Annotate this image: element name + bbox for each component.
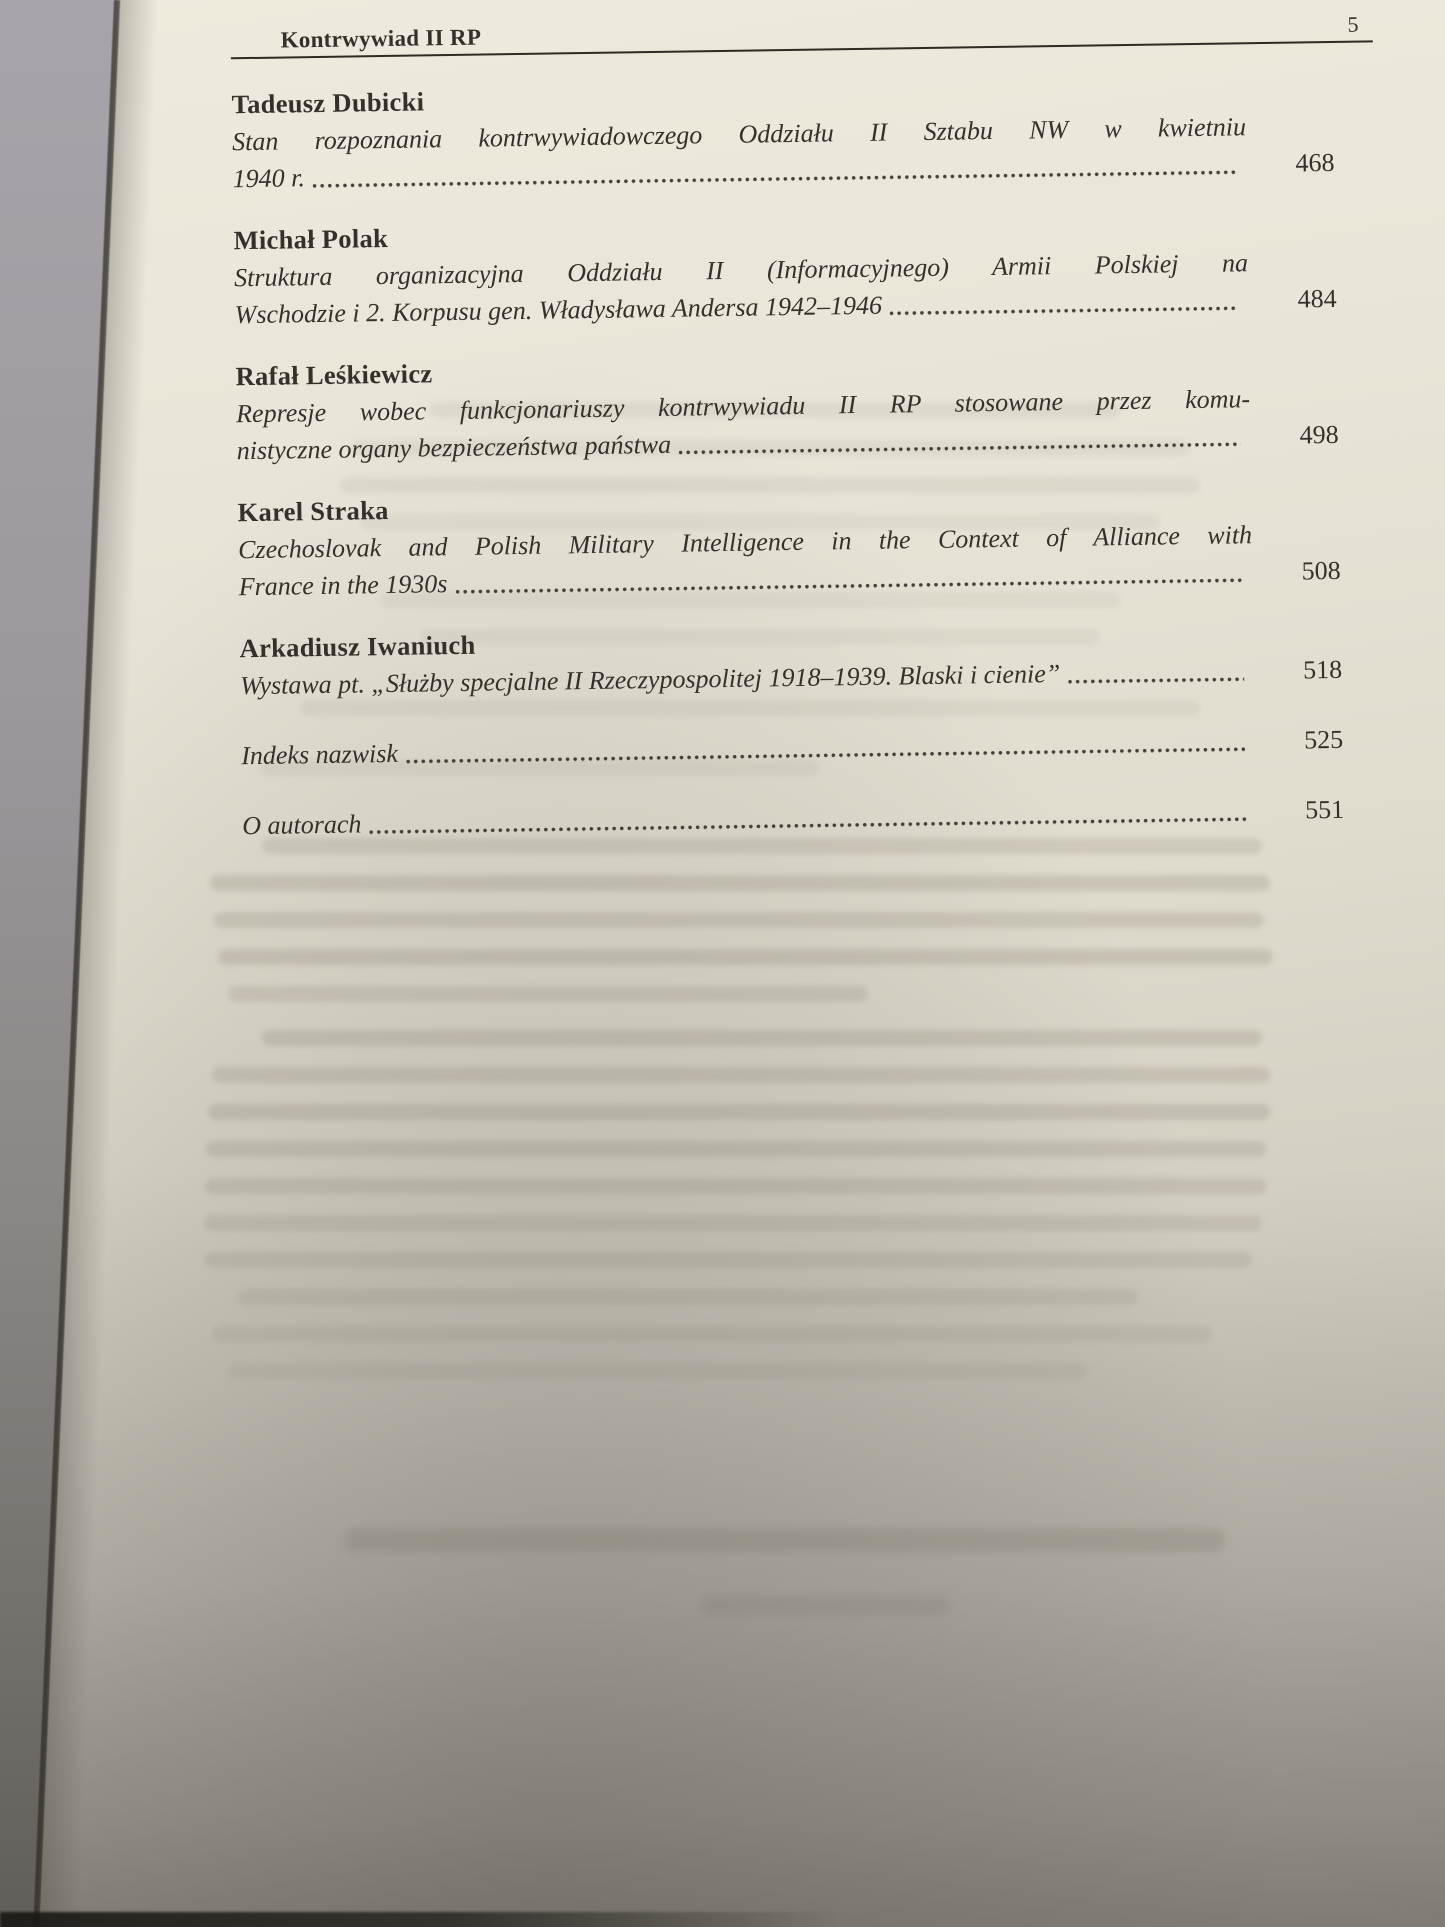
entry-title-text: Wschodzie i 2. Korpusu gen. Władysława Andersa 1942–1946 — [234, 290, 883, 330]
page-number: 5 — [1347, 11, 1359, 37]
entry-author: Rafał Leśkiewicz — [235, 358, 433, 392]
entry-title-lastline — [242, 791, 1344, 844]
toc-entry — [231, 70, 1335, 197]
entry-author: Karel Straka — [237, 494, 389, 528]
toc-entry — [235, 342, 1339, 469]
entry-title-line: Stan rozpoznania kontrwywiadowczego Oddziału II Sztabu NW w kwietniu — [231, 112, 1247, 157]
dotted-leader — [370, 817, 1247, 834]
entry-page-number: 518 — [1302, 654, 1343, 685]
dotted-leader — [406, 747, 1245, 763]
entry-title-line: Czechoslovak and Polish Military Intelligence in the Context of Alliance with — [237, 520, 1253, 565]
toc-entry — [237, 478, 1341, 605]
entry-title-line: Struktura organizacyjna Oddziału II (Informacyjnego) Armii Polskiej na — [233, 248, 1249, 293]
entry-page-number: 498 — [1299, 419, 1339, 450]
entry-author: Arkadiusz Iwaniuch — [239, 629, 476, 664]
entry-title-text: nistyczne organy bezpieczeństwa państwa — [236, 429, 672, 466]
entry-author: Tadeusz Dubicki — [231, 86, 425, 120]
entry-title-text: Indeks nazwisk — [241, 738, 399, 771]
entry-page-number: 508 — [1301, 555, 1341, 586]
toc-entry — [241, 721, 1343, 774]
toc-entry — [242, 791, 1344, 844]
entry-page-number: 551 — [1304, 794, 1345, 825]
toc-entry — [239, 614, 1342, 704]
running-head — [230, 11, 1359, 54]
entry-author: Michał Polak — [233, 222, 389, 256]
dotted-leader — [890, 306, 1239, 315]
entry-title-lastline — [241, 721, 1343, 774]
entry-page-number: 468 — [1295, 147, 1335, 178]
entry-title-text: France in the 1930s — [238, 569, 448, 602]
entry-title-text: 1940 r. — [232, 163, 306, 194]
entry-page-number: 525 — [1303, 724, 1344, 755]
running-title: Kontrwywiad II RP — [280, 24, 482, 53]
entry-page-number: 484 — [1297, 283, 1337, 314]
bottom-dark-band — [0, 1912, 838, 1927]
dotted-leader — [455, 578, 1242, 594]
dotted-leader — [1068, 677, 1244, 684]
toc-entry — [233, 206, 1337, 333]
dotted-leader — [679, 442, 1241, 454]
dotted-leader — [313, 170, 1237, 188]
entry-title-text: Wystawa pt. „Służby specjalne II Rzeczypospolitej 1918–1939. Blaski i cienie” — [239, 659, 1061, 701]
entry-title-text: O autorach — [242, 809, 362, 841]
entry-title-line: Represje wobec funkcjonariuszy kontrwywiadu II RP stosowane przez komu- — [235, 384, 1251, 429]
toc-list — [231, 70, 1344, 844]
